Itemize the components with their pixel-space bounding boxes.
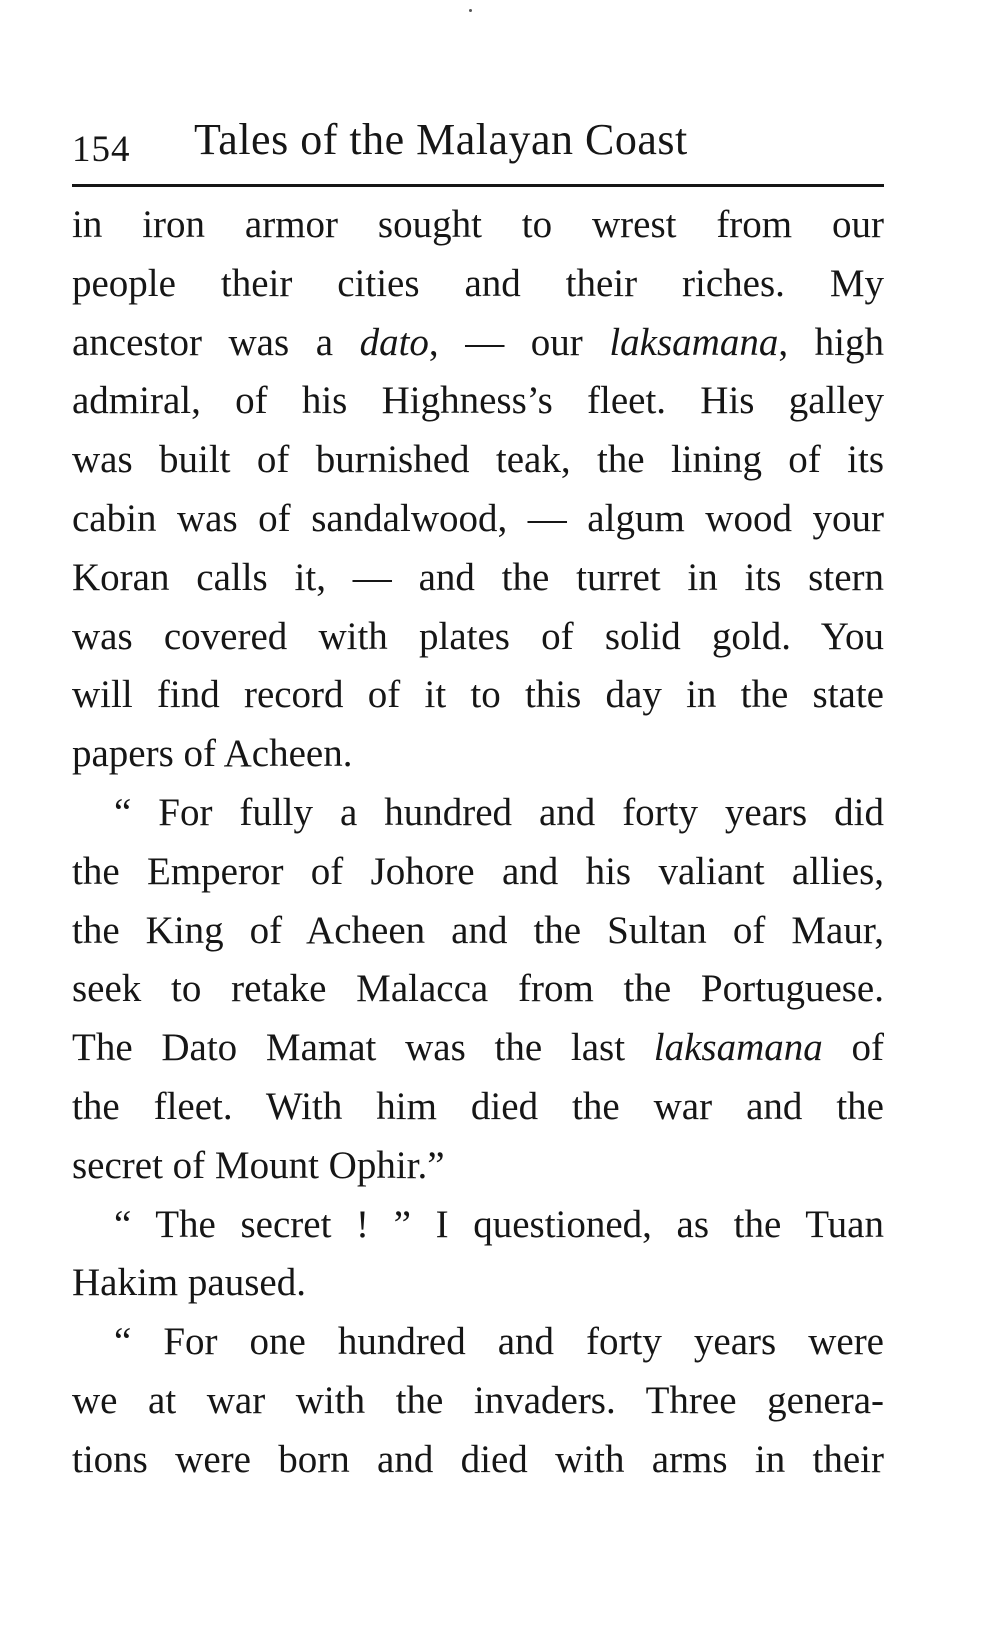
body-text [72,196,884,1490]
text-line: people their cities and their riches. My [72,261,884,305]
paragraph-4 [72,1313,884,1489]
italic-term-laksamana: laksamana [609,320,779,364]
text-line [72,1019,884,1078]
text-line: was built of burnished teak, the lining of its [72,438,884,482]
text-run: of [822,1026,884,1070]
text-line: “ For fully a hundred and forty years did [114,790,884,834]
scan-speck [469,9,472,12]
text-line: “ For one hundred and forty years were [114,1320,884,1364]
text-line: tions were born and died with arms in their [72,1437,884,1481]
text-run: The Dato Mamat was the last [72,1026,654,1070]
paragraph-3 [72,1196,884,1314]
italic-term-laksamana: laksamana [653,1026,823,1070]
text-line: secret of Mount Ophir.” [72,1143,445,1187]
text-line: we at war with the invaders. Three genera- [72,1378,884,1422]
text-line: the King of Acheen and the Sultan of Maur, [72,908,884,952]
text-line: in iron armor sought to wrest from our [72,203,884,246]
text-line: the fleet. With him died the war and the [72,1084,884,1128]
header-rule [72,184,884,187]
text-run: , — our [428,320,610,364]
text-line: Hakim paused. [72,1261,306,1305]
running-header [72,114,884,170]
text-line: admiral, of his Highness’s fleet. His galley [72,379,884,423]
text-line: Koran calls it, — and the turret in its stern [72,555,884,599]
running-title: Tales of the Malayan Coast [194,115,688,164]
text-line: seek to retake Malacca from the Portuguese. [72,967,884,1011]
text-run: ancestor was a [72,320,360,364]
text-line: the Emperor of Johore and his valiant allies, [72,849,884,893]
text-run: , high [778,320,884,364]
text-line: was covered with plates of solid gold. You [72,614,884,658]
paragraph-1 [72,196,884,784]
italic-term-dato: dato [359,320,429,364]
page-number: 154 [72,129,131,170]
text-line: will find record of it to this day in the state [72,673,884,717]
text-line: “ The secret ! ” I questioned, as the Tuan [114,1202,884,1246]
text-line: cabin was of sandalwood, — algum wood your [72,496,884,540]
text-line: papers of Acheen. [72,732,353,776]
paragraph-2 [72,784,884,1196]
text-line [72,314,884,373]
